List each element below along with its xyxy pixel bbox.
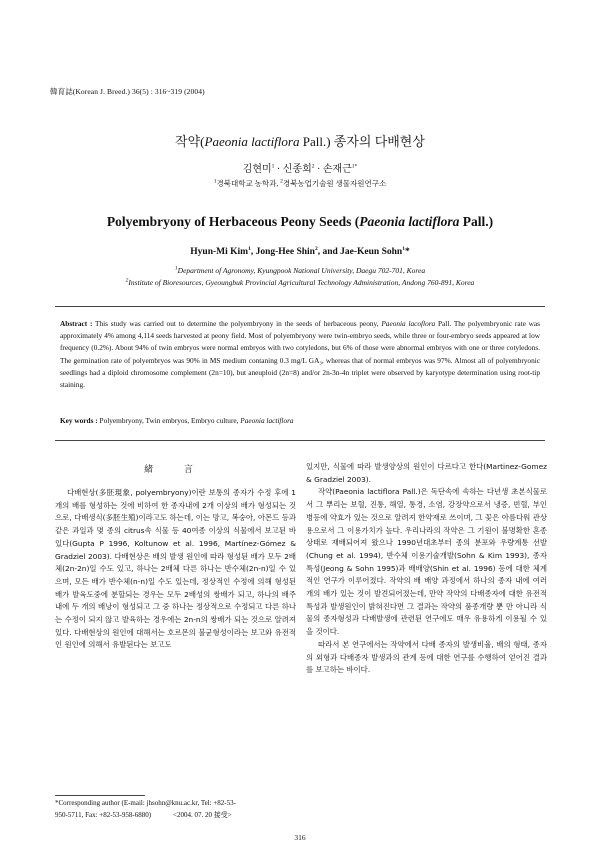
- footnote-contact: 950-5711, Fax: +82-53-958-6880): [55, 810, 152, 819]
- english-title-post: Pall.): [459, 214, 494, 229]
- right-column: [306, 461, 547, 677]
- intro-paragraph-2: 작약(Paeonia lactiflora Pall.)은 독단속에 속하는 다년생 초본식물로서 그 뿌리는 보혈, 진통, 해열, 통경, 소염, 강장약으로서 냉증, 빈혈, 부인병등에 약효가 있는 것으로 알려져 한약재로 쓰이며, 그 꽃은 아름다워 관상용으로서 그 이용가치가 높다. 우리나라의 작약은 그 기원이 불명확한 혼종 상태로 재배되어져 왔으나 1990년대초부터 종의 분포와 우량계통 선발(Chung et al. 1994), 반수체 이용기술개발(Sohn & Kim 1993), 종자 특성(Jeong & Sohn 1995)과 배배양(Shin et al. 1996) 등에 대한 체계적인 연구가 이루어졌다. 작약의 배 배양 과정에서 하나의 종자 내에 여러 개의 배가 있는 것이 발견되어졌는데, 만약 작약의 다배종자에 대한 유전적 특성과 발생원인이 밝혀진다면 그 결과는 작약의 품종개량 뿐 만 아니라 식물의 종자형성과 다배발생에 관련된 연구에도 매우 유용하게 이용될 수 있을 것이다.: [306, 487, 547, 637]
- journal-header: 韓育誌(Korean J. Breed.) 36(5) : 316~319 (2004): [50, 87, 205, 96]
- korean-authors: 김현미$^1$ · 신종희$^2$ · 손재근$^{1*}$: [242, 163, 358, 175]
- section-heading-introduction: 緒 言: [144, 465, 207, 475]
- english-affiliation-2: $^2$Institute of Bioresources, Gyeoungbuk Provincial Agricultural Technology Administration, Andong 760-891, Korea: [125, 277, 475, 287]
- footnote-line-2: [55, 810, 300, 822]
- footnote-line-1: *Corresponding author (E-mail: jhsohn@knu.ac.kr, Tel: +82-53-: [55, 799, 236, 807]
- abstract-species: Paeonia lacoflora: [381, 319, 436, 328]
- intro-paragraph-1: 다배현상(多胚現象, polyembryony)이란 보통의 종자가 수정 후에 1개의 배를 형성하는 것에 비하여 한 종자내에 2개 이상의 배가 형성되는 것으로, 다배생식(多胚生殖)이라고도 하는데, 이는 망고, 복숭아, 아몬드 등과 같은 과일과 몇 종의 citrus속 식물 등 40여종 이상의 식물에서 보고된 바 있다(Gupta P 1996, Koltunow et al. 1996, Martínez-Gómez & Gradziel 2003). 다배현상은 배의 발생 원인에 따라 형성된 배가 모두 2배체(2n-2n)일 수도 있고, 하나는 2배체 다른 하나는 반수체(2n-n)일 수 있으며, 모든 배가 반수체(n-n)일 수도 있는데, 정상적인 수정에 의해 형성된 배가 발육도중에 분할되는 경우는 모두 2배성의 쌍배가 되고, 하나의 배주내에 두 개의 배낭이 형성되고 그 중 하나는 정상적으로 수정되고 다른 하나는 수정이 되지 않고 발육하는 경우에는 2n-n의 쌍배가 되는 것으로 알려져 있다. 다배현상의 원인에 대해서는 호르몬의 불균형성이라는 보고와 유전적인 원인에 의해서 유발된다는 보고도: [55, 488, 296, 650]
- corresponding-author-footnote: [55, 798, 300, 821]
- abstract-bottom-rule: [55, 440, 545, 441]
- keywords-species: Paeonia lactiflora: [240, 416, 294, 425]
- received-date: <2004. 07. 20 接受>: [173, 810, 232, 819]
- abstract-text-post: Pall. The polyembryonic rate was approximately 4% among 4,114 seeds harvested at peony field. Most of polyembryony were twin-embryo seeds, while three or four-embryo seeds appeared at low frequency (0.2%). About 94% of twin embryos were normal embryos with two cotyledons, but 6% of those were abnormal embryos with one or three cotyledons. The germination rate of polyembryos was 90% in MS medium contaning 0.3 mg/L GA₃, whereas that of normal embryos was 97%. Almost all of polyembryonic seedlings had a diploid chromosome complement (2n=10), but aneuploid (2n=8) and/or 2n-3n-4n triplet were observed by karyotype determination using root-tip staining.: [60, 319, 540, 390]
- keywords-label: Key words :: [60, 416, 98, 425]
- english-affiliation-1: $^1$Department of Agronomy, Kyungpook National University, Daegu 702-701, Korea: [174, 265, 426, 275]
- abstract-text-pre: This study was carried out to determine the polyembryony in the seeds of herbaceous peony,: [92, 319, 382, 328]
- intro-continuation: 있지만, 식물에 따라 발생양상의 원인이 다르다고 한다(Martinez-Gomez & Gradziel 2003).: [306, 462, 547, 484]
- korean-affiliations: $^1$경북대학교 농학과, $^2$경북농업기술원 생물자원연구소: [213, 178, 387, 188]
- english-title-species: Paeonia lactiflora: [359, 214, 460, 229]
- keywords: [60, 416, 540, 425]
- abstract-top-rule: [55, 306, 545, 307]
- english-authors: Hyun-Mi Kim$^1$, Jong-Hee Shin$^2$, and Jae-Keun Sohn$^1$*: [190, 245, 410, 257]
- abstract: [60, 318, 540, 391]
- english-title: [0, 214, 600, 230]
- korean-title-species: Paeonia lactiflora: [204, 134, 300, 149]
- abstract-label: Abstract :: [60, 319, 93, 328]
- english-title-pre: Polyembryony of Herbaceous Peony Seeds (: [106, 214, 360, 229]
- left-column: [55, 487, 296, 652]
- korean-title-pre: 작약(: [175, 134, 205, 149]
- intro-paragraph-3: 따라서 본 연구에서는 작약에서 다배 종자의 발생비율, 배의 형태, 종자의 외형과 다배종자 발생과의 관계 등에 대한 연구를 수행하여 얻어진 결과를 보고하는 바이다.: [306, 639, 547, 675]
- korean-title: [0, 131, 600, 150]
- footnote-rule: [55, 795, 145, 796]
- korean-title-post: Pall.) 종자의 다배현상: [299, 134, 425, 149]
- keywords-text: Polyembryony, Twin embryos, Embryo culture,: [97, 416, 241, 425]
- page-number: 316: [294, 833, 306, 842]
